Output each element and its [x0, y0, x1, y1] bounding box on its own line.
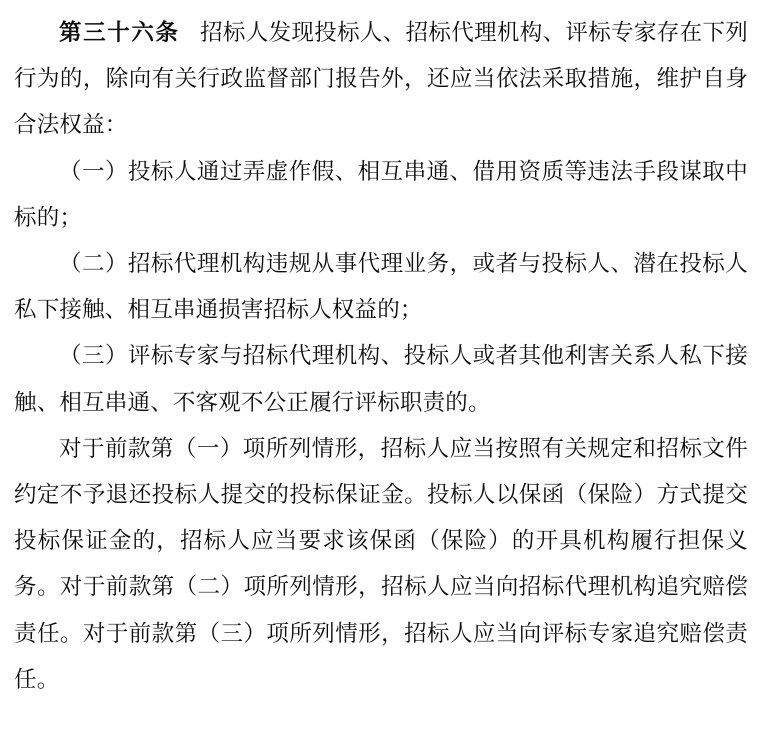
paragraph-text: 对于前款第（一）项所列情形，招标人应当按照有关规定和招标文件约定不予退还投标人提交的投标保证金。投标人以保函（保险）方式提交投标保证金的，招标人应当要求该保函（保险）的开具机构履行担保义务。对于前款第（二）项所列情形，招标人应当向招标代理机构追究赔偿责任。对于前款第（三）项所列情形，招标人应当向评标专家追究赔偿责任。 [14, 435, 748, 693]
paragraph-text: 招标人发现投标人、招标代理机构、评标专家存在下列行为的，除向有关行政监督部门报告外，还应当依法采取措施，维护自身合法权益： [14, 20, 748, 139]
article-number: 第三十六条 [59, 20, 180, 46]
paragraph-text: （一）投标人通过弄虚作假、相互串通、借用资质等违法手段谋取中标的； [14, 158, 748, 231]
paragraph-item-3 [14, 333, 748, 425]
paragraph-text: （二）招标代理机构违规从事代理业务，或者与投标人、潜在投标人私下接触、相互串通损害招标人权益的； [14, 251, 748, 324]
paragraph-item-2 [14, 241, 748, 333]
paragraph-text: （三）评标专家与招标代理机构、投标人或者其他利害关系人私下接触、相互串通、不客观不公正履行评标职责的。 [14, 343, 748, 416]
paragraph-closing [14, 426, 748, 703]
paragraph-article-36 [14, 10, 748, 149]
document-body [14, 10, 748, 703]
paragraph-item-1 [14, 149, 748, 241]
